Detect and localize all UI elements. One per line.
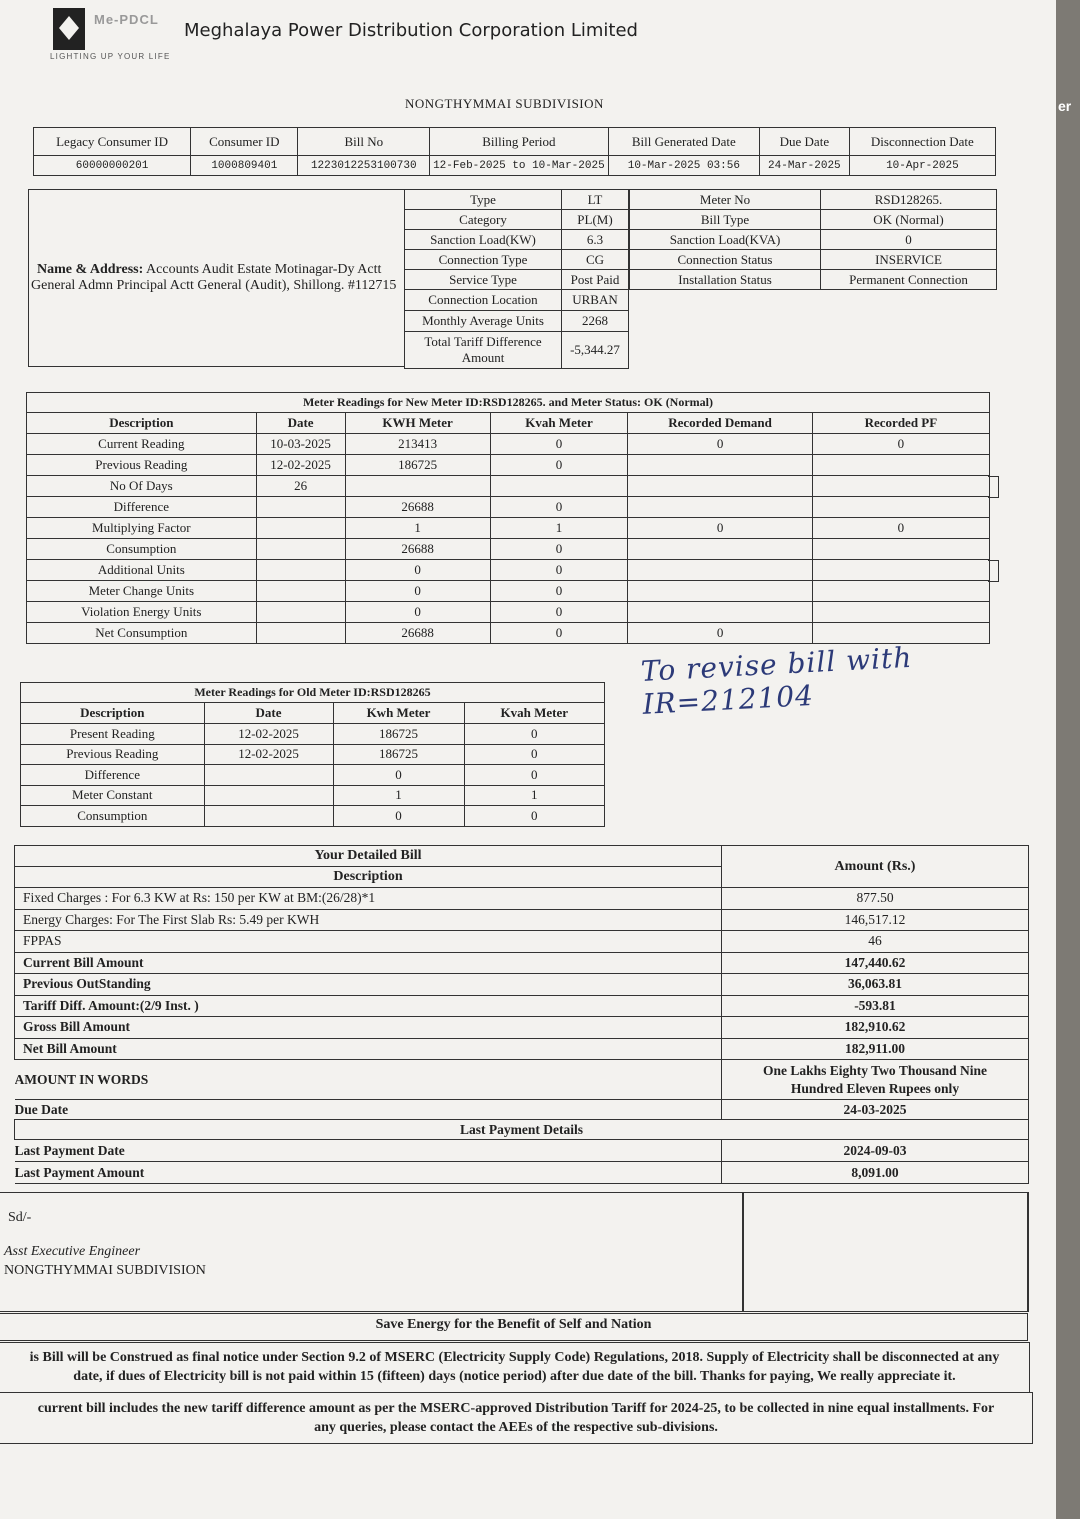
bill-row: [15, 974, 1029, 996]
field-label: Sanction Load(KVA): [630, 230, 821, 250]
signature-designation: Asst Executive Engineer: [4, 1244, 141, 1259]
consumer-address: General Admn Principal Actt General (Audit), Shillong. #112715: [31, 278, 397, 293]
reading-value: [256, 560, 345, 581]
reading-value: 0: [464, 765, 604, 786]
bill-item-label: FPPAS: [15, 931, 722, 953]
reading-value: 0: [333, 765, 464, 786]
row-description: Present Reading: [21, 724, 205, 745]
table-row: [27, 560, 990, 581]
subdivision-title: NONGTHYMMAI SUBDIVISION: [405, 96, 604, 111]
billing-period: 12-Feb-2025 to 10-Mar-2025: [430, 156, 609, 176]
reading-value: 0: [628, 518, 813, 539]
reading-value: 0: [812, 518, 989, 539]
table-row: [21, 724, 605, 745]
header-cell: Date: [204, 703, 333, 724]
last-payment-amount-label: Last Payment Amount: [15, 1162, 722, 1184]
reading-value: [256, 539, 345, 560]
bill-item-amount: -593.81: [722, 995, 1029, 1017]
field-value: OK (Normal): [821, 210, 997, 230]
bill-row: [15, 931, 1029, 953]
bill-item-amount: 182,911.00: [722, 1038, 1029, 1060]
header-cell: Billing Period: [430, 128, 609, 156]
signature-office: NONGTHYMMAI SUBDIVISION: [4, 1263, 206, 1278]
header-cell: Bill No: [298, 128, 430, 156]
amount-in-words: [722, 1060, 1029, 1100]
tariff-notice-line1: current bill includes the new tariff difference amount as per the MSERC-approved Distribution Tariff for 2024-25, to be collected in nine equal installments. For: [37, 1401, 995, 1416]
due-date-value: 24-03-2025: [722, 1100, 1029, 1120]
header-cell: Description: [21, 703, 205, 724]
row-description: Difference: [21, 765, 205, 786]
reading-value: 1: [345, 518, 490, 539]
reading-value: [256, 581, 345, 602]
reading-value: 0: [490, 497, 628, 518]
reading-value: 0: [812, 434, 989, 455]
field-value: -5,344.27: [562, 332, 629, 369]
row-description: Previous Reading: [27, 455, 257, 476]
final-notice-line2: date, if dues of Electricity bill is not paid within 15 (fifteen) days (notice period) after due date of the bill. Thanks for paying, We really appreciate it.: [73, 1369, 956, 1384]
bill-row: [15, 995, 1029, 1017]
field-value: Post Paid: [562, 270, 629, 290]
bill-item-amount: 877.50: [722, 888, 1029, 910]
table-side-mark: [988, 560, 999, 582]
final-notice-line1: is Bill will be Construed as final notice under Section 9.2 of MSERC (Electricity Supply Code) Regulations, 2018. Supply of Electricity shall be disconnected at any: [29, 1350, 1000, 1365]
reading-value: 1: [490, 518, 628, 539]
last-payment-amount-value: 8,091.00: [722, 1162, 1029, 1184]
edge-text: er: [1058, 98, 1072, 114]
disconnection-date: 10-Apr-2025: [849, 156, 995, 176]
reading-value: [628, 602, 813, 623]
row-description: Multiplying Factor: [27, 518, 257, 539]
table-title: Meter Readings for Old Meter ID:RSD128265: [21, 683, 605, 703]
reading-value: 0: [490, 602, 628, 623]
field-value: Permanent Connection: [821, 270, 997, 290]
header-cell: Recorded Demand: [628, 413, 813, 434]
reading-value: [204, 765, 333, 786]
row-description: Violation Energy Units: [27, 602, 257, 623]
bill-item-amount: 182,910.62: [722, 1017, 1029, 1039]
name-address-box: [28, 189, 405, 367]
table-row: [405, 230, 629, 250]
reading-value: 0: [464, 806, 604, 827]
header-cell: Kwh Meter: [333, 703, 464, 724]
header-cell: Kvah Meter: [490, 413, 628, 434]
field-label: Bill Type: [630, 210, 821, 230]
bill-generated-date: 10-Mar-2025 03:56: [608, 156, 759, 176]
table-row: [630, 230, 997, 250]
bill-row: [15, 1017, 1029, 1039]
bill-item-amount: 146,517.12: [722, 909, 1029, 931]
consumer-name: Accounts Audit Estate Motinagar-Dy Actt: [146, 262, 382, 277]
reading-value: 26: [256, 476, 345, 497]
reading-value: 12-02-2025: [256, 455, 345, 476]
reading-value: [628, 476, 813, 497]
field-value: INSERVICE: [821, 250, 997, 270]
header-cell: Recorded PF: [812, 413, 989, 434]
table-row: [21, 806, 605, 827]
table-row: [405, 190, 629, 210]
bill-row: [15, 909, 1029, 931]
page-edge: [1056, 0, 1080, 1519]
consumer-id: 1000809401: [191, 156, 298, 176]
bill-row: [15, 1038, 1029, 1060]
field-label: Connection Type: [405, 250, 562, 270]
field-label: Service Type: [405, 270, 562, 290]
signature-divider: [742, 1193, 744, 1311]
field-value: 0: [821, 230, 997, 250]
field-label: Sanction Load(KW): [405, 230, 562, 250]
reading-value: [628, 581, 813, 602]
table-row: [27, 581, 990, 602]
table-row: [27, 476, 990, 497]
company-logo: [50, 6, 180, 62]
bill-item-label: Fixed Charges : For 6.3 KW at Rs: 150 per KW at BM:(26/28)*1: [15, 888, 722, 910]
reading-value: [628, 539, 813, 560]
header-cell: Consumer ID: [191, 128, 298, 156]
reading-value: 12-02-2025: [204, 724, 333, 745]
bill-item-amount: 147,440.62: [722, 952, 1029, 974]
field-value: LT: [562, 190, 629, 210]
reading-value: 186725: [333, 724, 464, 745]
reading-value: 0: [490, 434, 628, 455]
reading-value: 0: [464, 744, 604, 765]
reading-value: [345, 476, 490, 497]
row-description: Difference: [27, 497, 257, 518]
due-date-label: Due Date: [14, 1101, 69, 1117]
bill-item-label: Tariff Diff. Amount:(2/9 Inst. ): [15, 995, 722, 1017]
new-meter-readings-table: [26, 392, 990, 644]
field-label: Type: [405, 190, 562, 210]
due-date: 24-Mar-2025: [759, 156, 849, 176]
reading-value: [812, 455, 989, 476]
last-payment-date-value: 2024-09-03: [722, 1140, 1029, 1162]
bill-item-label: Net Bill Amount: [15, 1038, 722, 1060]
reading-value: [628, 455, 813, 476]
reading-value: 0: [490, 539, 628, 560]
field-value: CG: [562, 250, 629, 270]
old-meter-readings-table: [20, 682, 605, 827]
company-name: Meghalaya Power Distribution Corporation Limited: [184, 20, 638, 41]
detailed-bill-table: [14, 845, 1029, 1184]
reading-value: 186725: [345, 455, 490, 476]
handwritten-note: To revise bill with IR=212104: [640, 640, 914, 721]
reading-value: [628, 560, 813, 581]
signature-sd: Sd/-: [8, 1210, 32, 1225]
field-label: Category: [405, 210, 562, 230]
reading-value: 1: [333, 785, 464, 806]
field-label: Meter No: [630, 190, 821, 210]
row-description: Meter Change Units: [27, 581, 257, 602]
row-description: Consumption: [21, 806, 205, 827]
header-cell: Legacy Consumer ID: [34, 128, 191, 156]
reading-value: 0: [628, 434, 813, 455]
reading-value: [628, 497, 813, 518]
table-row: [630, 190, 997, 210]
reading-value: [204, 785, 333, 806]
bill-no: 1223012253100730: [298, 156, 430, 176]
reading-value: [256, 623, 345, 644]
reading-value: [812, 539, 989, 560]
field-label: Connection Status: [630, 250, 821, 270]
table-row: [27, 455, 990, 476]
table-row: [405, 250, 629, 270]
amount-header: Amount (Rs.): [722, 846, 1029, 888]
reading-value: 0: [464, 724, 604, 745]
signature-box: [0, 1192, 1029, 1312]
slogan: Save Energy for the Benefit of Self and Nation: [375, 1317, 652, 1332]
table-row: [630, 210, 997, 230]
table-row: [630, 250, 997, 270]
reading-value: 0: [490, 560, 628, 581]
table-row: [630, 270, 997, 290]
field-value: 6.3: [562, 230, 629, 250]
header-cell: Due Date: [759, 128, 849, 156]
table-row: [405, 210, 629, 230]
table-row: [405, 311, 629, 332]
reading-value: [490, 476, 628, 497]
signature-box-right-border: [1027, 1193, 1029, 1311]
table-row: [405, 290, 629, 311]
reading-value: 1: [464, 785, 604, 806]
legacy-consumer-id: 60000000201: [34, 156, 191, 176]
reading-value: 12-02-2025: [204, 744, 333, 765]
reading-value: [812, 581, 989, 602]
bill-title: Your Detailed Bill: [15, 846, 722, 867]
reading-value: 0: [628, 623, 813, 644]
row-description: No Of Days: [27, 476, 257, 497]
reading-value: 0: [345, 581, 490, 602]
field-value: RSD128265.: [821, 190, 997, 210]
header-cell: Disconnection Date: [849, 128, 995, 156]
table-row: [27, 497, 990, 518]
table-row: [27, 602, 990, 623]
bill-item-label: Previous OutStanding: [15, 974, 722, 996]
reading-value: 0: [490, 455, 628, 476]
table-side-mark: [988, 476, 999, 498]
reading-value: 26688: [345, 497, 490, 518]
bill-item-amount: 36,063.81: [722, 974, 1029, 996]
table-row: [21, 785, 605, 806]
bill-item-label: Energy Charges: For The First Slab Rs: 5.49 per KWH: [15, 909, 722, 931]
logo-icon: [53, 8, 85, 50]
reading-value: [256, 518, 345, 539]
field-label: Monthly Average Units: [405, 311, 562, 332]
field-value: 2268: [562, 311, 629, 332]
amount-in-words-line1: One Lakhs Eighty Two Thousand Nine: [763, 1062, 987, 1078]
reading-value: 0: [345, 560, 490, 581]
table-row: [27, 539, 990, 560]
header-cell: Kvah Meter: [464, 703, 604, 724]
row-description: Consumption: [27, 539, 257, 560]
field-label: Installation Status: [630, 270, 821, 290]
header-cell: KWH Meter: [345, 413, 490, 434]
reading-value: 26688: [345, 623, 490, 644]
field-label: Total Tariff Difference Amount: [405, 332, 562, 369]
table-row: [27, 623, 990, 644]
reading-value: 0: [490, 623, 628, 644]
field-value: URBAN: [562, 290, 629, 311]
table-row: [27, 518, 990, 539]
tariff-notice-line2: any queries, please contact the AEEs of the respective sub-divisions.: [314, 1420, 718, 1435]
header-cell: Date: [256, 413, 345, 434]
notice-box: [0, 1342, 1030, 1393]
row-description: Previous Reading: [21, 744, 205, 765]
reading-value: [812, 602, 989, 623]
table-row: [21, 765, 605, 786]
account-table: [33, 127, 996, 176]
bill-item-label: Current Bill Amount: [15, 952, 722, 974]
bill-row: [15, 888, 1029, 910]
table-row: [405, 270, 629, 290]
bill-row: [15, 952, 1029, 974]
meter-details-table: [629, 189, 997, 290]
field-label: Connection Location: [405, 290, 562, 311]
reading-value: 0: [490, 581, 628, 602]
name-label: Name & Address:: [37, 262, 144, 277]
connection-details-table: [404, 189, 629, 369]
logo-abbreviation: Me-PDCL: [94, 12, 159, 27]
tariff-notice-box: [0, 1392, 1033, 1444]
bill-item-label: Gross Bill Amount: [15, 1017, 722, 1039]
reading-value: [256, 602, 345, 623]
row-description: Net Consumption: [27, 623, 257, 644]
reading-value: 213413: [345, 434, 490, 455]
bill-item-amount: 46: [722, 931, 1029, 953]
reading-value: 0: [333, 806, 464, 827]
table-title: Meter Readings for New Meter ID:RSD128265. and Meter Status: OK (Normal): [27, 393, 990, 413]
reading-value: [812, 560, 989, 581]
table-row: [405, 332, 629, 369]
reading-value: 0: [345, 602, 490, 623]
amount-in-words-label: AMOUNT IN WORDS: [15, 1060, 722, 1100]
field-value: PL(M): [562, 210, 629, 230]
row-description: Additional Units: [27, 560, 257, 581]
description-header: Description: [15, 867, 722, 888]
header-cell: Description: [27, 413, 257, 434]
row-description: Current Reading: [27, 434, 257, 455]
table-row: [27, 434, 990, 455]
row-description: Meter Constant: [21, 785, 205, 806]
header-cell: Bill Generated Date: [608, 128, 759, 156]
reading-value: [204, 806, 333, 827]
reading-value: [812, 476, 989, 497]
table-row: [21, 744, 605, 765]
amount-in-words-line2: Hundred Eleven Rupees only: [790, 1080, 960, 1096]
reading-value: [256, 497, 345, 518]
reading-value: 186725: [333, 744, 464, 765]
reading-value: [812, 497, 989, 518]
last-payment-title: Last Payment Details: [15, 1120, 1029, 1140]
last-payment-date-label: Last Payment Date: [15, 1140, 722, 1162]
logo-tagline: LIGHTING UP YOUR LIFE: [50, 52, 171, 61]
reading-value: 26688: [345, 539, 490, 560]
reading-value: 10-03-2025: [256, 434, 345, 455]
slogan-box: [0, 1313, 1028, 1341]
